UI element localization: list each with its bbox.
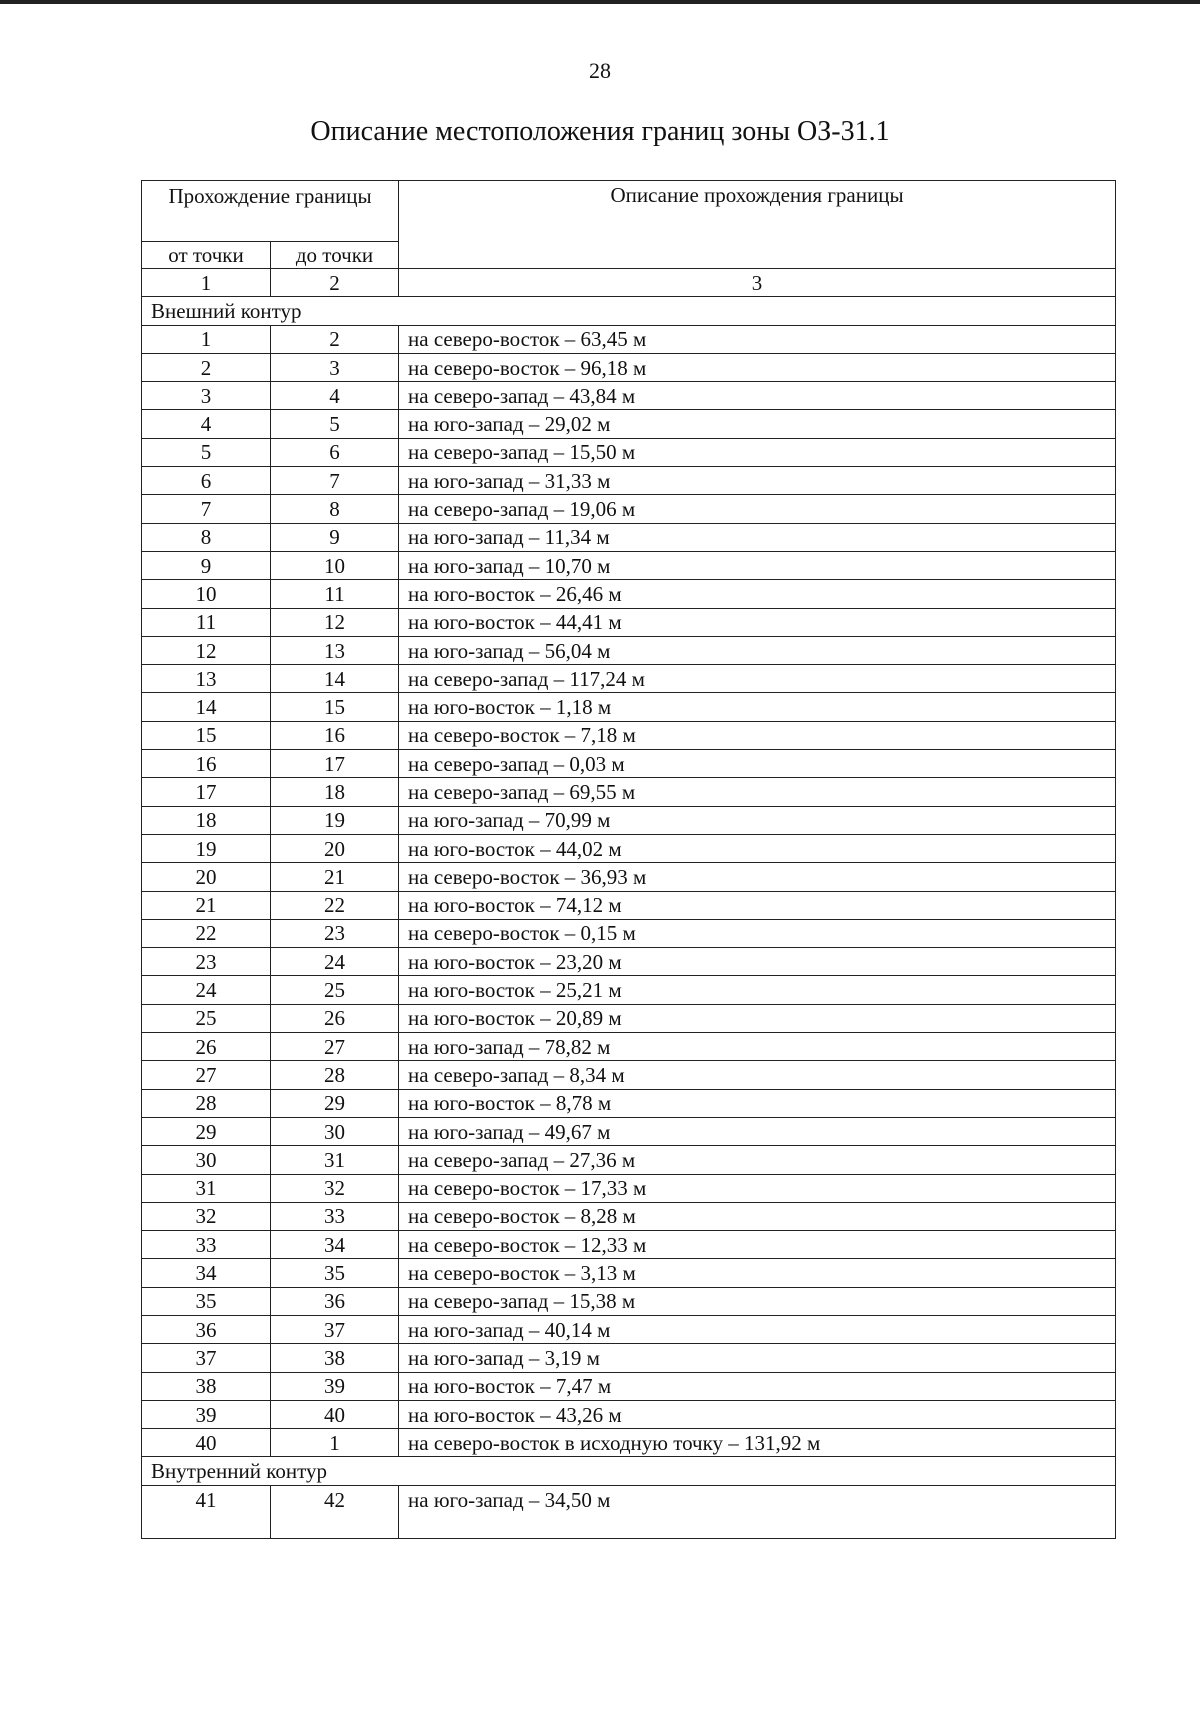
- boundary-description-cell: на северо-запад – 69,55 м: [399, 778, 1116, 806]
- table-row: [142, 580, 1116, 608]
- boundary-description-cell: на юго-запад – 31,33 м: [399, 467, 1116, 495]
- table-row: [142, 778, 1116, 806]
- boundary-description-cell: на юго-запад – 70,99 м: [399, 806, 1116, 834]
- boundary-description-cell: на северо-запад – 0,03 м: [399, 750, 1116, 778]
- to-point-cell: 38: [271, 1344, 399, 1372]
- from-point-cell: 9: [142, 551, 271, 579]
- from-point-cell: 13: [142, 665, 271, 693]
- table-row: [142, 721, 1116, 749]
- table-row: [142, 891, 1116, 919]
- table-row: [142, 467, 1116, 495]
- from-point-cell: 30: [142, 1146, 271, 1174]
- to-point-cell: 24: [271, 948, 399, 976]
- column-number-3: 3: [399, 269, 1116, 297]
- to-point-cell: 40: [271, 1400, 399, 1428]
- header-boundary-description: Описание прохождения границы: [399, 181, 1116, 269]
- from-point-cell: 3: [142, 382, 271, 410]
- to-point-cell: 19: [271, 806, 399, 834]
- to-point-cell: 9: [271, 523, 399, 551]
- table-row: [142, 1061, 1116, 1089]
- boundary-description-cell: на северо-запад – 117,24 м: [399, 665, 1116, 693]
- from-point-cell: 29: [142, 1117, 271, 1145]
- table-row: [142, 382, 1116, 410]
- to-point-cell: 26: [271, 1004, 399, 1032]
- from-point-cell: 28: [142, 1089, 271, 1117]
- from-point-cell: 19: [142, 834, 271, 862]
- to-point-cell: 35: [271, 1259, 399, 1287]
- table-row: [142, 919, 1116, 947]
- from-point-cell: 33: [142, 1231, 271, 1259]
- boundary-description-cell: на северо-запад – 8,34 м: [399, 1061, 1116, 1089]
- boundary-description-cell: на юго-запад – 40,14 м: [399, 1315, 1116, 1343]
- boundary-description-cell: на юго-восток – 25,21 м: [399, 976, 1116, 1004]
- from-point-cell: 6: [142, 467, 271, 495]
- boundary-description-cell: на юго-запад – 49,67 м: [399, 1117, 1116, 1145]
- table-row: [142, 1287, 1116, 1315]
- boundary-description-cell: на северо-запад – 43,84 м: [399, 382, 1116, 410]
- header-to-point: до точки: [271, 242, 399, 269]
- table-row: [142, 608, 1116, 636]
- table-row: [142, 495, 1116, 523]
- from-point-cell: 38: [142, 1372, 271, 1400]
- boundary-description-cell: на северо-запад – 15,50 м: [399, 438, 1116, 466]
- to-point-cell: 10: [271, 551, 399, 579]
- from-point-cell: 14: [142, 693, 271, 721]
- table-row: [142, 976, 1116, 1004]
- boundary-description-cell: на юго-запад – 10,70 м: [399, 551, 1116, 579]
- from-point-cell: 11: [142, 608, 271, 636]
- to-point-cell: 28: [271, 1061, 399, 1089]
- to-point-cell: 34: [271, 1231, 399, 1259]
- table-row: [142, 750, 1116, 778]
- section-label-inner-contour: Внутренний контур: [142, 1457, 1116, 1485]
- from-point-cell: 2: [142, 353, 271, 381]
- header-boundary-passage: Прохождение границы: [142, 181, 399, 242]
- to-point-cell: 29: [271, 1089, 399, 1117]
- table-row: [142, 523, 1116, 551]
- from-point-cell: 22: [142, 919, 271, 947]
- boundary-description-cell: на юго-восток – 44,41 м: [399, 608, 1116, 636]
- from-point-cell: 32: [142, 1202, 271, 1230]
- table-row: [142, 1485, 1116, 1538]
- to-point-cell: 23: [271, 919, 399, 947]
- table-row: [142, 636, 1116, 664]
- boundary-description-cell: на юго-восток – 23,20 м: [399, 948, 1116, 976]
- table-row: [142, 693, 1116, 721]
- table-row: [142, 1033, 1116, 1061]
- from-point-cell: 27: [142, 1061, 271, 1089]
- to-point-cell: 8: [271, 495, 399, 523]
- to-point-cell: 20: [271, 834, 399, 862]
- from-point-cell: 35: [142, 1287, 271, 1315]
- from-point-cell: 26: [142, 1033, 271, 1061]
- top-border-line: [0, 0, 1200, 4]
- table-row: [142, 665, 1116, 693]
- boundary-description-cell: на юго-восток – 8,78 м: [399, 1089, 1116, 1117]
- boundary-description-table: [141, 180, 1116, 1539]
- to-point-cell: 16: [271, 721, 399, 749]
- from-point-cell: 39: [142, 1400, 271, 1428]
- boundary-description-cell: на юго-запад – 34,50 м: [399, 1485, 1116, 1538]
- boundary-description-cell: на северо-восток – 63,45 м: [399, 325, 1116, 353]
- to-point-cell: 15: [271, 693, 399, 721]
- boundary-description-cell: на северо-восток – 8,28 м: [399, 1202, 1116, 1230]
- section-row-outer-contour: [142, 297, 1116, 325]
- from-point-cell: 40: [142, 1429, 271, 1457]
- boundary-description-cell: на северо-восток – 36,93 м: [399, 863, 1116, 891]
- to-point-cell: 22: [271, 891, 399, 919]
- to-point-cell: 27: [271, 1033, 399, 1061]
- boundary-description-cell: на северо-запад – 15,38 м: [399, 1287, 1116, 1315]
- boundary-description-cell: на юго-запад – 3,19 м: [399, 1344, 1116, 1372]
- from-point-cell: 5: [142, 438, 271, 466]
- table-row: [142, 1400, 1116, 1428]
- boundary-description-cell: на северо-запад – 19,06 м: [399, 495, 1116, 523]
- boundary-description-cell: на юго-восток – 74,12 м: [399, 891, 1116, 919]
- to-point-cell: 36: [271, 1287, 399, 1315]
- table-row: [142, 353, 1116, 381]
- header-from-point: от точки: [142, 242, 271, 269]
- to-point-cell: 17: [271, 750, 399, 778]
- column-number-2: 2: [271, 269, 399, 297]
- from-point-cell: 7: [142, 495, 271, 523]
- to-point-cell: 42: [271, 1485, 399, 1538]
- from-point-cell: 24: [142, 976, 271, 1004]
- boundary-description-cell: на юго-запад – 78,82 м: [399, 1033, 1116, 1061]
- section-label-outer-contour: Внешний контур: [142, 297, 1116, 325]
- to-point-cell: 39: [271, 1372, 399, 1400]
- to-point-cell: 4: [271, 382, 399, 410]
- to-point-cell: 13: [271, 636, 399, 664]
- table-row: [142, 948, 1116, 976]
- to-point-cell: 33: [271, 1202, 399, 1230]
- to-point-cell: 1: [271, 1429, 399, 1457]
- from-point-cell: 8: [142, 523, 271, 551]
- boundary-description-cell: на юго-восток – 20,89 м: [399, 1004, 1116, 1032]
- boundary-description-cell: на северо-восток – 12,33 м: [399, 1231, 1116, 1259]
- from-point-cell: 41: [142, 1485, 271, 1538]
- from-point-cell: 25: [142, 1004, 271, 1032]
- from-point-cell: 17: [142, 778, 271, 806]
- boundary-description-cell: на юго-восток – 44,02 м: [399, 834, 1116, 862]
- table-row: [142, 438, 1116, 466]
- from-point-cell: 36: [142, 1315, 271, 1343]
- to-point-cell: 3: [271, 353, 399, 381]
- to-point-cell: 14: [271, 665, 399, 693]
- boundary-description-cell: на северо-восток – 3,13 м: [399, 1259, 1116, 1287]
- column-number-1: 1: [142, 269, 271, 297]
- to-point-cell: 37: [271, 1315, 399, 1343]
- from-point-cell: 23: [142, 948, 271, 976]
- table-row: [142, 1174, 1116, 1202]
- boundary-description-cell: на юго-восток – 43,26 м: [399, 1400, 1116, 1428]
- from-point-cell: 34: [142, 1259, 271, 1287]
- page-number: 28: [589, 58, 611, 83]
- boundary-description-cell: на юго-запад – 56,04 м: [399, 636, 1116, 664]
- to-point-cell: 18: [271, 778, 399, 806]
- table-row: [142, 806, 1116, 834]
- from-point-cell: 12: [142, 636, 271, 664]
- table-row: [142, 1202, 1116, 1230]
- boundary-description-cell: на северо-восток – 0,15 м: [399, 919, 1116, 947]
- to-point-cell: 21: [271, 863, 399, 891]
- from-point-cell: 18: [142, 806, 271, 834]
- document-title: Описание местоположения границ зоны ОЗ-31.1: [310, 116, 890, 147]
- boundary-description-cell: на северо-восток – 7,18 м: [399, 721, 1116, 749]
- boundary-description-cell: на северо-восток – 17,33 м: [399, 1174, 1116, 1202]
- table-row: [142, 410, 1116, 438]
- table-row: [142, 1429, 1116, 1457]
- to-point-cell: 2: [271, 325, 399, 353]
- to-point-cell: 31: [271, 1146, 399, 1174]
- table-row: [142, 325, 1116, 353]
- boundary-description-cell: на северо-восток в исходную точку – 131,92 м: [399, 1429, 1116, 1457]
- to-point-cell: 30: [271, 1117, 399, 1145]
- to-point-cell: 7: [271, 467, 399, 495]
- table-row: [142, 1372, 1116, 1400]
- section-row-inner-contour: [142, 1457, 1116, 1485]
- boundary-description-cell: на юго-запад – 29,02 м: [399, 410, 1116, 438]
- table-row: [142, 1344, 1116, 1372]
- boundary-description-cell: на северо-запад – 27,36 м: [399, 1146, 1116, 1174]
- from-point-cell: 21: [142, 891, 271, 919]
- from-point-cell: 1: [142, 325, 271, 353]
- from-point-cell: 15: [142, 721, 271, 749]
- to-point-cell: 5: [271, 410, 399, 438]
- table-row: [142, 1315, 1116, 1343]
- table-row: [142, 551, 1116, 579]
- boundary-description-cell: на юго-восток – 26,46 м: [399, 580, 1116, 608]
- table-row: [142, 1004, 1116, 1032]
- boundary-description-cell: на северо-восток – 96,18 м: [399, 353, 1116, 381]
- from-point-cell: 10: [142, 580, 271, 608]
- table-row: [142, 1231, 1116, 1259]
- to-point-cell: 25: [271, 976, 399, 1004]
- table-row: [142, 1259, 1116, 1287]
- from-point-cell: 20: [142, 863, 271, 891]
- to-point-cell: 6: [271, 438, 399, 466]
- from-point-cell: 37: [142, 1344, 271, 1372]
- from-point-cell: 16: [142, 750, 271, 778]
- to-point-cell: 11: [271, 580, 399, 608]
- boundary-description-cell: на юго-восток – 7,47 м: [399, 1372, 1116, 1400]
- table-row: [142, 1117, 1116, 1145]
- table-row: [142, 863, 1116, 891]
- from-point-cell: 4: [142, 410, 271, 438]
- table-row: [142, 1146, 1116, 1174]
- to-point-cell: 12: [271, 608, 399, 636]
- table-row: [142, 834, 1116, 862]
- table-body: [142, 297, 1116, 1538]
- from-point-cell: 31: [142, 1174, 271, 1202]
- to-point-cell: 32: [271, 1174, 399, 1202]
- boundary-description-cell: на юго-запад – 11,34 м: [399, 523, 1116, 551]
- table-row: [142, 1089, 1116, 1117]
- boundary-description-cell: на юго-восток – 1,18 м: [399, 693, 1116, 721]
